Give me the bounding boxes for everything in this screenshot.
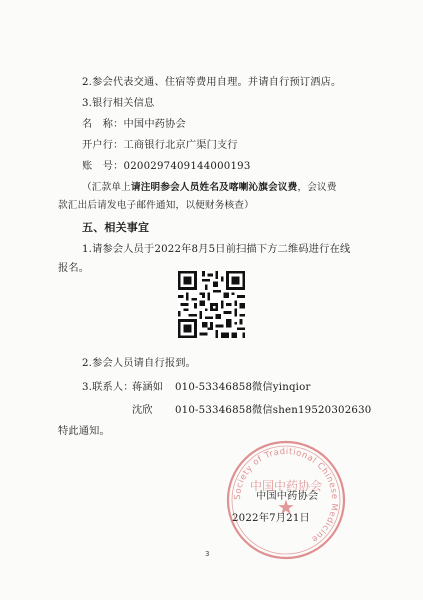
issue-date: 2022年7月21日 bbox=[232, 513, 310, 524]
contact-2-name: 沈欣 bbox=[132, 405, 153, 416]
bank-info-title: 3.银行相关信息 bbox=[82, 98, 155, 109]
issuing-organization: 中国中药协会 bbox=[256, 491, 319, 502]
contact-1-phone: 010-53346858 bbox=[175, 382, 253, 393]
contact-label: 3.联系人： bbox=[82, 382, 134, 393]
contact-1-wechat: 微信yinqior bbox=[252, 382, 311, 393]
transport-line: 2.参会代表交通、住宿等费用自理。并请自行预订酒店。 bbox=[82, 77, 342, 88]
section-five-heading: 五、相关事宜 bbox=[82, 221, 150, 234]
bank-branch-line: 开户行：工商银行北京广渠门支行 bbox=[82, 140, 238, 151]
remittance-note-bold: 请注明参会人员姓名及喀喇沁旗会议费 bbox=[130, 182, 298, 193]
self-checkin-line: 2.参会人员请自行报到。 bbox=[82, 358, 196, 369]
registration-line-1: 1.请参会人员于2022年8月5日前扫描下方二维码进行在线 bbox=[82, 244, 351, 255]
page-number: 3 bbox=[205, 550, 210, 558]
seal-ring-text: Society of Traditional Chinese Medicine bbox=[232, 446, 340, 545]
account-number-line: 账 号：0200297409144000193 bbox=[82, 161, 251, 172]
remittance-note-end: ，会议费 bbox=[297, 182, 337, 193]
contact-2-wechat: 微信shen19520302630 bbox=[252, 405, 372, 416]
remittance-note-line bbox=[82, 181, 337, 194]
registration-qr-code bbox=[178, 271, 245, 338]
contact-1-name: 蒋涵如 bbox=[132, 382, 164, 393]
registration-line-2: 报名。 bbox=[58, 263, 90, 274]
account-name-line: 名 称：中国中药协会 bbox=[82, 119, 186, 130]
seal-star-icon: ★ bbox=[277, 495, 295, 519]
remittance-note-start: （汇款单上 bbox=[82, 182, 131, 193]
seal-center-text: 中国中药协会 bbox=[249, 479, 323, 493]
remittance-note-line-2: 款汇出后请发电子邮件通知，以便财务核查） bbox=[58, 200, 254, 211]
contact-2-phone: 010-53346858 bbox=[175, 405, 253, 416]
closing-notice: 特此通知。 bbox=[58, 426, 110, 437]
